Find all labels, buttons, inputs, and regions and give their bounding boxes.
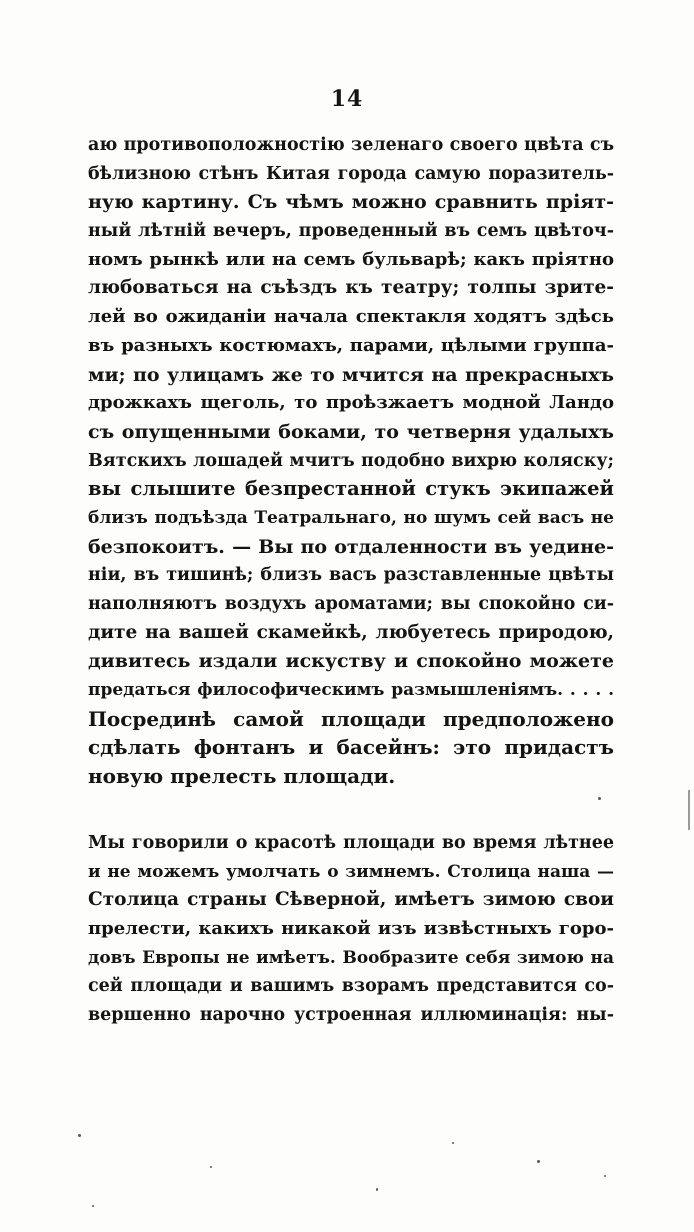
text-line: любоваться на съѣздъ къ театру; толпы зрите- — [88, 277, 614, 299]
text-line: довъ Европы не имѣетъ. Вообразите себя зимою на — [88, 947, 614, 968]
text-line: предаться философическимъ размышленіямъ. . . . . — [88, 680, 614, 701]
text-line: номъ рынкѣ или на семъ бульварѣ; какъ пріятно — [88, 248, 614, 270]
text-line: Вятскихъ лошадей мчитъ подобно вихрю коляску; — [88, 450, 614, 471]
text-line: дивитесь издали искуству и спокойно можете — [88, 650, 614, 673]
text-line: сдѣлать фонтанъ и басейнъ: это придастъ — [88, 735, 614, 760]
text-line: вершенно нарочно устроенная иллюминація: ны- — [88, 1005, 614, 1026]
text-line: близъ подъѣзда Театральнаго, но шумъ сей васъ не — [88, 507, 614, 528]
ink-speck — [210, 1166, 212, 1168]
text-line: аю противоположностію зеленаго своего цвѣта съ — [88, 135, 614, 155]
page-edge-shadow — [688, 790, 690, 830]
ink-speck — [537, 1160, 540, 1163]
ink-speck — [376, 1188, 378, 1191]
text-line: вы слышите безпрестанной стукъ экипажей — [88, 477, 614, 501]
text-line: и не можемъ умолчать о зимнемъ. Столица наша — — [88, 861, 614, 882]
text-line: прелести, какихъ никакой изъ извѣстныхъ горо- — [88, 918, 614, 940]
text-line: ную картину. Съ чѣмъ можно сравнить пріят- — [88, 191, 614, 214]
text-line: ніи, въ тишинѣ; близъ васъ разставленные цвѣты — [88, 565, 614, 586]
text-line: ный лѣтній вечеръ, проведенный въ семъ цвѣточ- — [88, 221, 614, 242]
ink-speck — [78, 1134, 81, 1137]
text-line: лей во ожиданіи начала спектакля ходятъ здѣсь — [88, 306, 614, 328]
text-line: съ опущенными боками, то четверня удалыхъ — [88, 420, 614, 443]
page-number: 14 — [330, 86, 364, 112]
text-line: въ разныхъ костюмахъ, парами, цѣлыми группа- — [88, 334, 614, 356]
text-line: новую прелесть площади. — [88, 764, 396, 789]
text-line: дите на вашей скамейкѣ, любуетесь природою, — [88, 621, 614, 643]
paragraph-1 — [88, 131, 614, 791]
paragraph-2 — [88, 829, 614, 1030]
text-line: Столица страны Сѣверной, имѣетъ зимою свои — [88, 889, 614, 911]
text-line: дрожкахъ щеголь, то проѣзжаетъ модной Ландо — [88, 392, 614, 414]
ink-speck — [604, 1175, 606, 1177]
text-line: Посрединѣ самой площади предположено — [88, 706, 614, 731]
text-line: безпокоитъ. — Вы по отдаленности въ уедине- — [88, 535, 614, 558]
text-line: сей площади и вашимъ взорамъ представится со- — [88, 976, 614, 997]
ink-speck — [452, 1142, 454, 1144]
text-line: Мы говорили о красотѣ площади во время лѣтнее — [88, 833, 614, 853]
text-line: наполняютъ воздухъ ароматами; вы спокойно си- — [88, 594, 614, 614]
ink-speck — [598, 797, 601, 800]
text-line: бѣлизною стѣнъ Китая города самую поразитель- — [88, 163, 614, 184]
ink-speck — [92, 1205, 94, 1207]
text-line: ми; по улицамъ же то мчится на прекрасныхъ — [88, 363, 614, 386]
